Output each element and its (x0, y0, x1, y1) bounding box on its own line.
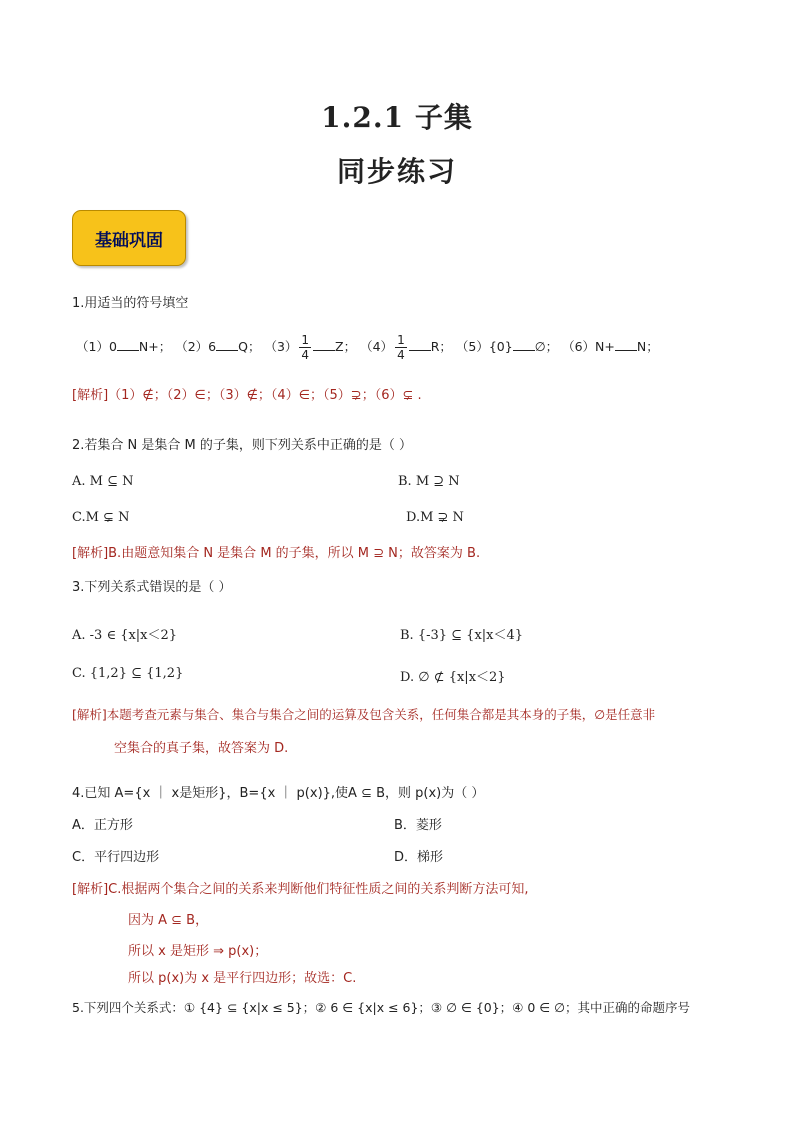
q3-stem: 3.下列关系式错误的是（ ） (72, 580, 232, 595)
q1-fraction-1: $\frac{1}{4}$ (301, 333, 310, 362)
q2-answer: [解析]B.由题意知集合 N 是集合 M 的子集，所以 M ⊇ N；故答案为 B. (72, 546, 481, 561)
q4-option-d: D．梯形 (394, 850, 444, 865)
q3-answer-line-2: 空集合的真子集，故答案为 D. (114, 741, 289, 756)
q5-stem: 5.下列四个关系式：① {4} ⊆ {x|x ≤ 5}；② 6 ∈ {x|x ≤ 6}；③ ∅ ∈ {0}；④ 0 ∈ ∅；其中正确的命题序号 (72, 1000, 691, 1015)
q3-option-d: D. ∅ ⊄ {x|x＜2} (400, 670, 506, 685)
q3-option-c: C. {1,2} ⊆ {1,2} (72, 666, 184, 681)
q1-blank-5 (513, 339, 535, 351)
q3-option-a: A. -3 ∈ {x|x＜2} (72, 628, 178, 643)
q4-option-c: C．平行四边形 (72, 850, 160, 865)
q2-option-a: A. M ⊆ N (72, 474, 134, 489)
q1-fraction-2: $\frac{1}{4}$ (397, 333, 405, 362)
q1-item-6-b: N； (636, 339, 659, 354)
q1-item-3-b: Z； (335, 339, 357, 354)
q1-blank-6 (615, 339, 637, 351)
section-badge (72, 210, 186, 266)
q1-item-5-b: ∅； (534, 339, 559, 354)
q1-item-4: （4） (360, 339, 394, 354)
page-title: 1.2.1 子集 (321, 101, 473, 134)
q4-answer-line-1: [解析]C.根据两个集合之间的关系来判断他们特征性质之间的关系判断方法可知, (72, 882, 529, 897)
q2-option-c: C.M ⊊ N (72, 510, 130, 525)
q1-item-3: （3） (264, 339, 298, 354)
q1-blank-2 (216, 339, 238, 351)
q4-answer-line-3: 所以 x 是矩形 ⇒ p(x)； (128, 944, 268, 959)
q2-option-d: D.M ⊋ N (406, 510, 464, 525)
q4-option-a: A．正方形 (72, 818, 133, 833)
q1-answer: [解析]（1）∉；（2）∈；（3）∉；（4）∈；（5）⊋；（6）⊊ . (72, 388, 422, 403)
q4-option-b: B．菱形 (394, 818, 442, 833)
q1-blank-4 (409, 339, 431, 351)
q1-item-1-b: N+； (138, 339, 172, 354)
page-subtitle: 同步练习 (336, 155, 457, 188)
q1-blank-3 (313, 339, 335, 351)
q1-item-1: （1）0 (76, 339, 117, 354)
q1-item-6: （6）N+ (562, 339, 615, 354)
q4-answer-line-4: 所以 p(x)为 x 是平行四边形；故选：C. (128, 971, 357, 986)
q4-stem: 4.已知 A={x ｜ x是矩形}，B={x ｜ p(x)},使A ⊆ B，则 p(x)为（ ） (72, 786, 485, 801)
q3-option-b: B. {-3} ⊆ {x|x＜4} (400, 628, 524, 643)
q1-item-2: （2）6 (175, 339, 217, 354)
q2-stem: 2.若集合 N 是集合 M 的子集，则下列关系中正确的是（ ） (72, 438, 413, 453)
q1-item-2-b: Q； (238, 339, 261, 354)
q1-item-5: （5）{0} (455, 339, 513, 354)
q3-answer-line-1: [解析]本题考查元素与集合、集合与集合之间的运算及包含关系，任何集合都是其本身的子集，∅是任意非 (72, 707, 656, 722)
q4-answer-line-2: 因为 A ⊆ B， (128, 913, 209, 928)
q2-option-b: B. M ⊇ N (398, 474, 460, 489)
section-badge-label: 基础巩固 (95, 230, 163, 251)
q1-item-4-b: R； (430, 339, 452, 354)
q1-blank-1 (117, 339, 139, 351)
q1-stem: 1.用适当的符号填空 (72, 296, 189, 311)
q1-items (76, 332, 659, 362)
